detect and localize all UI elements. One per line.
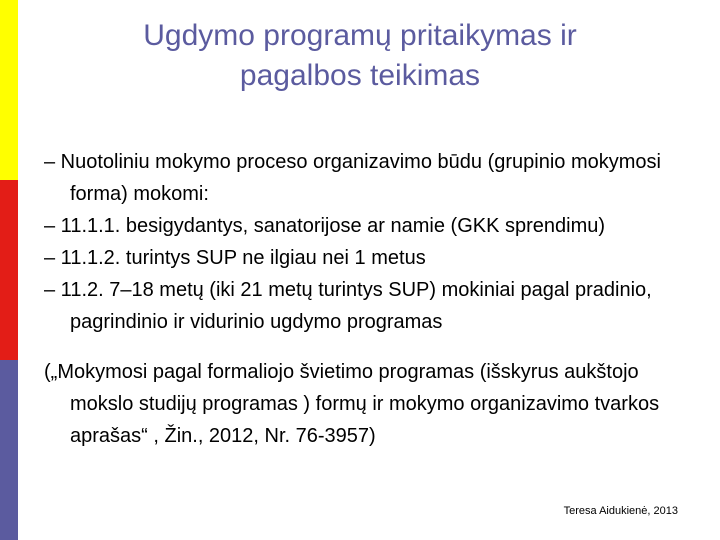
slide-title	[60, 16, 660, 96]
list-item: – Nuotoliniu mokymo proceso organizavimo būdu (grupinio mokymosi forma) mokomi:	[44, 151, 661, 205]
slide-title-line-2: pagalbos teikimas	[239, 59, 481, 92]
list-item: – 11.1.2. turintys SUP ne ilgiau nei 1 metus	[44, 247, 426, 269]
slide-body	[44, 146, 694, 452]
accent-stripe-red	[0, 180, 18, 360]
accent-stripe-yellow	[0, 0, 18, 180]
accent-stripe-purple	[0, 360, 18, 540]
list-item: – 11.1.1. besigydantys, sanatorijose ar namie (GKK sprendimu)	[44, 215, 606, 237]
author-footer: Teresa Aidukienė, 2013	[563, 505, 678, 517]
source-citation: („Mokymosi pagal formaliojo švietimo programas (išskyrus aukštojo mokslo studijų programas ) formų ir mokymo organizavimo tvarkos aprašas“ , Žin., 2012, Nr. 76-3957)	[44, 361, 660, 447]
list-item: – 11.2. 7–18 metų (iki 21 metų turintys SUP) mokiniai pagal pradinio, pagrindinio ir vidurinio ugdymo programas	[44, 279, 652, 333]
slide-title-line-1: Ugdymo programų pritaikymas ir	[143, 19, 577, 52]
